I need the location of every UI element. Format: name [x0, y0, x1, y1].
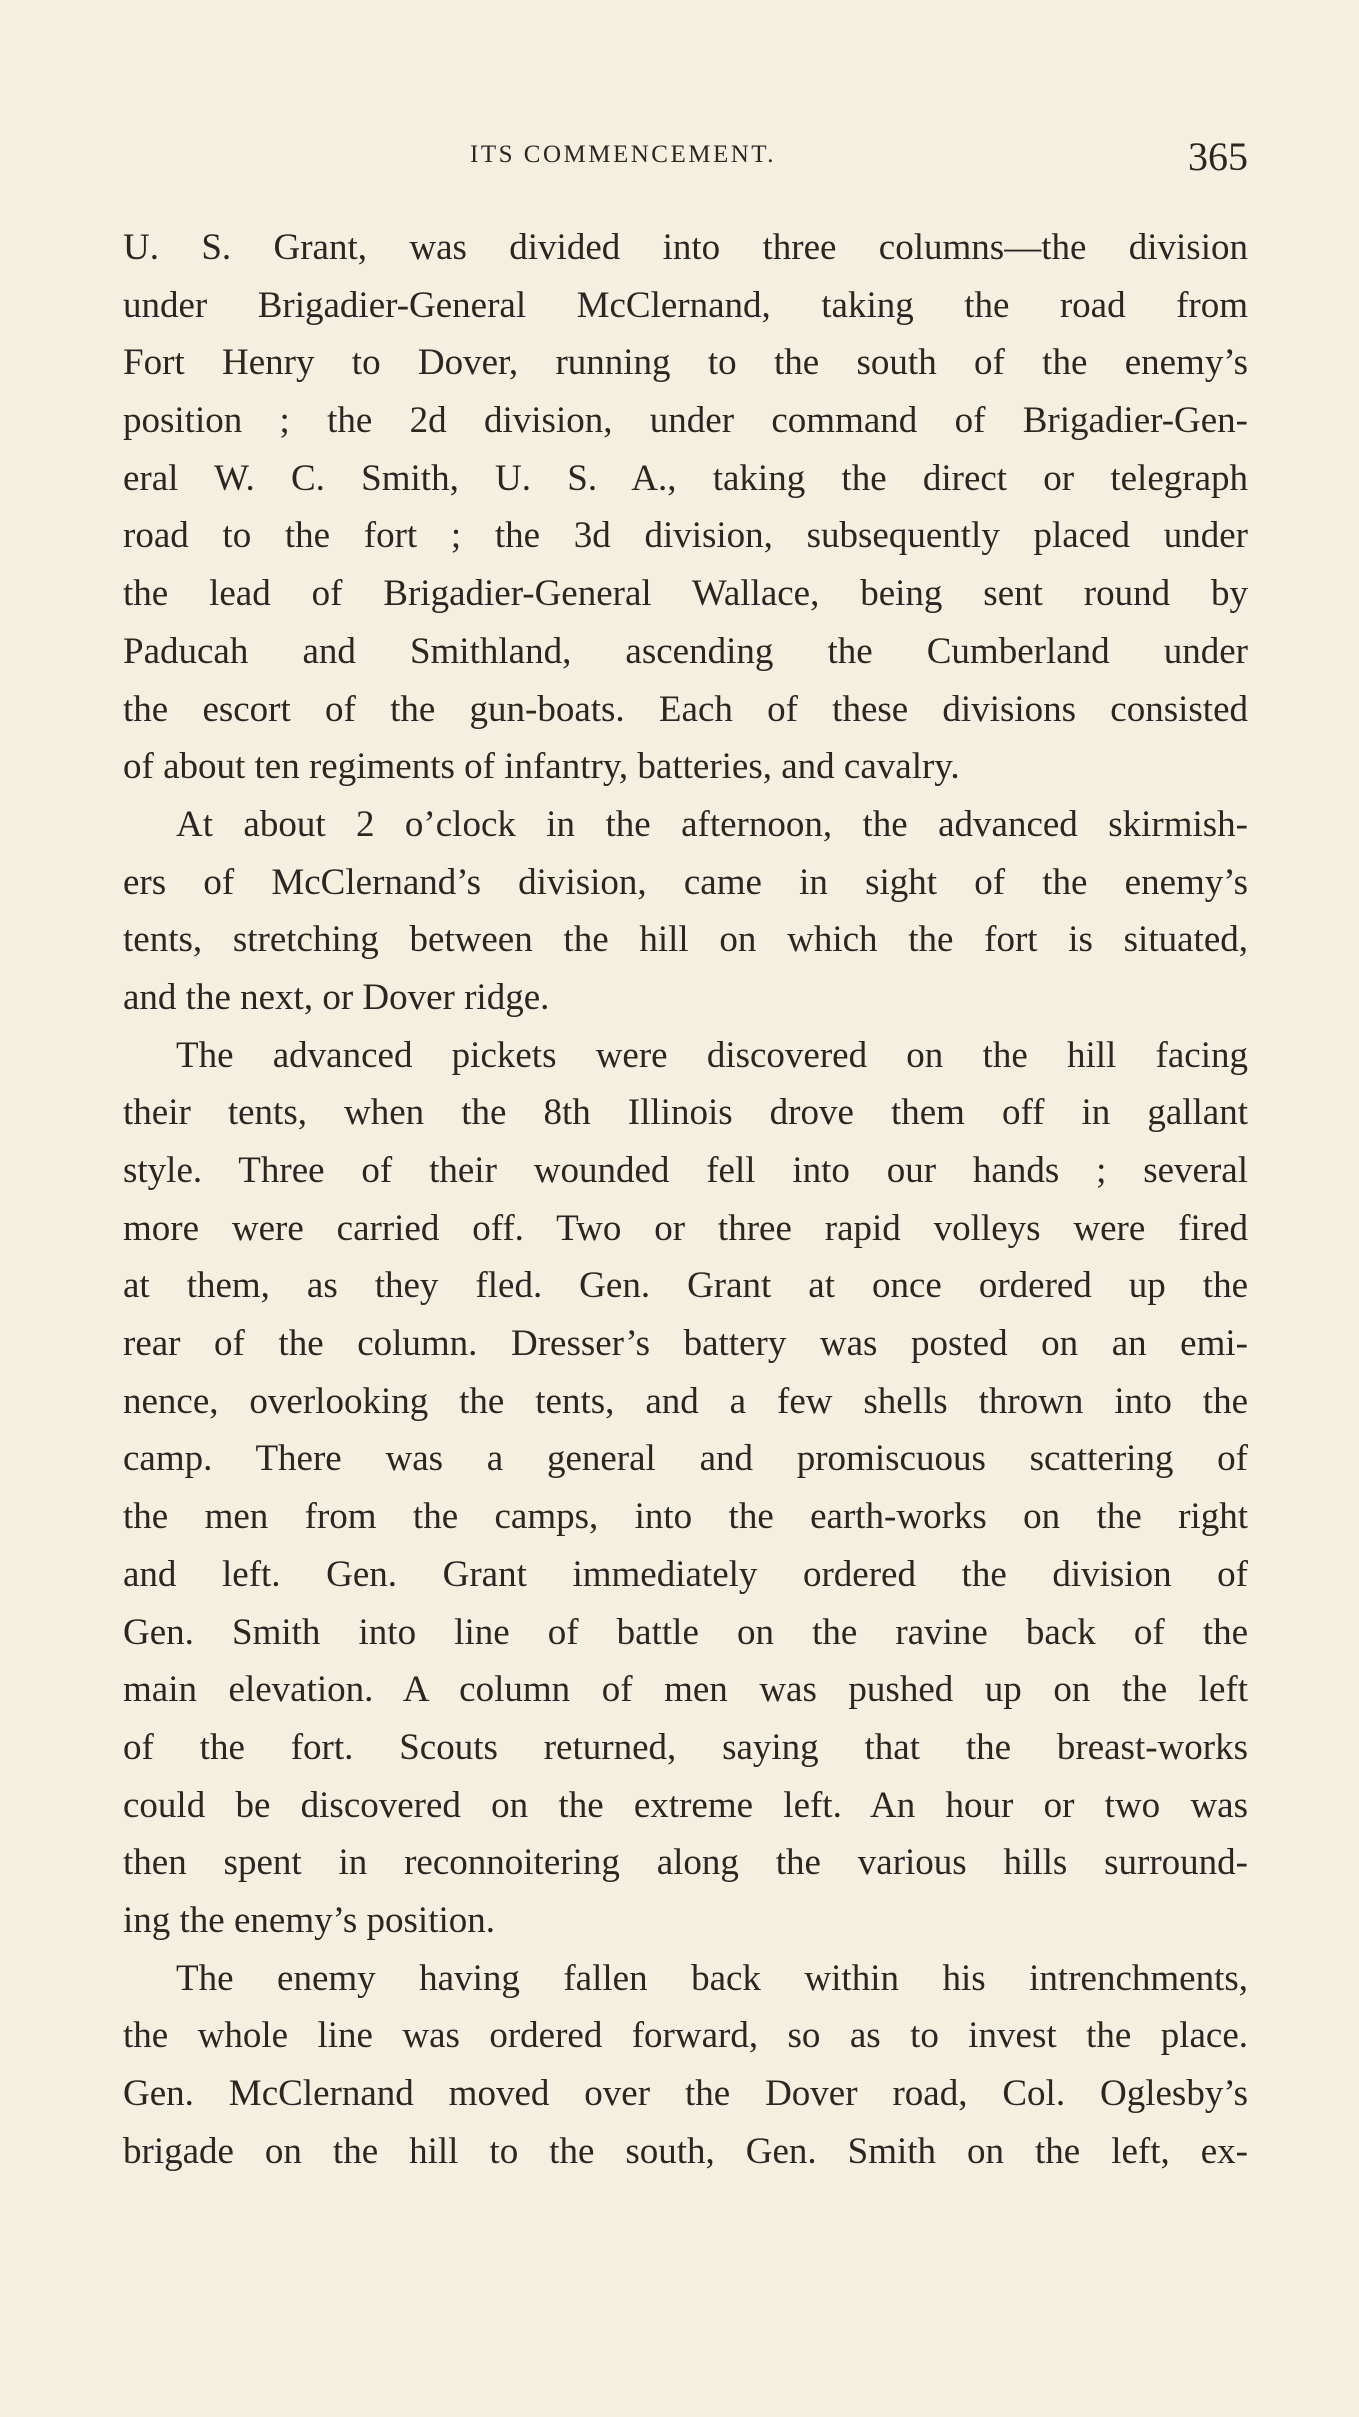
text-line: The enemy having fallen back within his intrenchments, — [176, 1957, 1248, 1999]
text-line: eral W. C. Smith, U. S. A., taking the direct or telegraph — [123, 457, 1248, 499]
text-line: Fort Henry to Dover, running to the south of the enemy’s — [123, 342, 1248, 384]
text-line: the escort of the gun-boats. Each of these divisions consisted — [123, 688, 1248, 730]
text-line: Gen. Smith into line of battle on the ravine back of the — [123, 1611, 1248, 1653]
text-line: At about 2 o’clock in the afternoon, the advanced skirmish- — [176, 803, 1248, 845]
text-line: Gen. McClernand moved over the Dover road, Col. Oglesby’s — [123, 2073, 1248, 2114]
text-line: tents, stretching between the hill on which the fort is situated, — [123, 919, 1248, 961]
page-number: 365 — [1188, 134, 1248, 179]
text-line: under Brigadier-General McClernand, taking the road from — [123, 284, 1248, 326]
text-line: U. S. Grant, was divided into three columns—the division — [123, 227, 1248, 268]
text-line: their tents, when the 8th Illinois drove them off in gallant — [123, 1092, 1248, 1134]
text-line: and left. Gen. Grant immediately ordered the division of — [123, 1553, 1248, 1595]
text-line: rear of the column. Dresser’s battery was posted on an emi- — [123, 1323, 1248, 1365]
text-line: The advanced pickets were discovered on the hill facing — [176, 1034, 1248, 1076]
text-line: brigade on the hill to the south, Gen. Smith on the left, ex- — [123, 2130, 1248, 2172]
text-line: could be discovered on the extreme left. An hour or two was — [123, 1784, 1248, 1826]
text-line: style. Three of their wounded fell into our hands ; several — [123, 1150, 1248, 1191]
text-line: main elevation. A column of men was pushed up on the left — [123, 1669, 1248, 1711]
text-line: at them, as they fled. Gen. Grant at once ordered up the — [123, 1265, 1248, 1307]
text-line: of the fort. Scouts returned, saying that the breast-works — [123, 1726, 1248, 1768]
text-line: road to the fort ; the 3d division, subsequently placed under — [123, 515, 1248, 557]
text-line: camp. There was a general and promiscuous scattering of — [123, 1438, 1248, 1480]
text-line: then spent in reconnoitering along the various hills surround- — [123, 1842, 1248, 1884]
text-line: and the next, or Dover ridge. — [123, 976, 550, 1018]
running-title: ITS COMMENCEMENT. — [470, 141, 776, 168]
body-text — [123, 219, 1248, 2180]
text-line: ing the enemy’s position. — [123, 1899, 496, 1941]
text-line: the men from the camps, into the earth-works on the right — [123, 1496, 1248, 1538]
text-line: position ; the 2d division, under command of Brigadier-Gen- — [123, 400, 1248, 442]
text-line: the whole line was ordered forward, so as to invest the place. — [123, 2015, 1248, 2057]
text-line: nence, overlooking the tents, and a few shells thrown into the — [123, 1380, 1248, 1422]
text-line: Paducah and Smithland, ascending the Cumberland under — [123, 630, 1248, 672]
text-line: more were carried off. Two or three rapid volleys were fired — [123, 1207, 1248, 1249]
text-line: ers of McClernand’s division, came in sight of the enemy’s — [123, 861, 1248, 903]
text-line: of about ten regiments of infantry, batteries, and cavalry. — [123, 746, 960, 788]
running-head — [123, 133, 1248, 193]
text-line: the lead of Brigadier-General Wallace, being sent round by — [123, 573, 1248, 615]
